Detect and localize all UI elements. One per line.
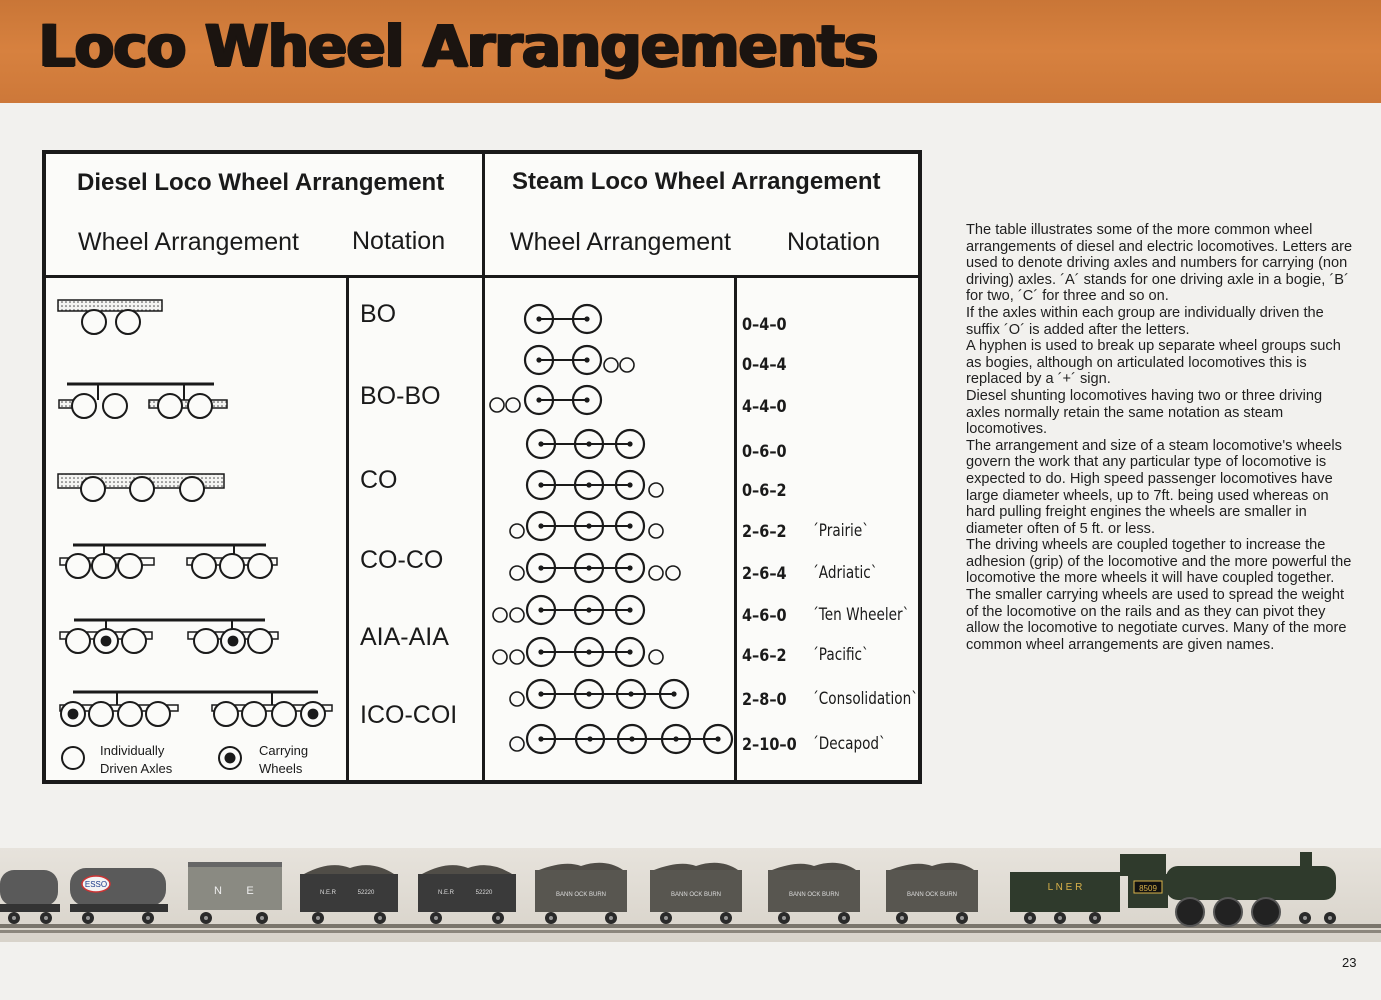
diesel-co-diagram [58, 474, 224, 501]
paragraph: If the axles within each group are individually driven the suffix ´O´ is added after the letters. [966, 304, 1324, 338]
svg-text:ESSO: ESSO [84, 880, 108, 889]
steam-notation: 4–6–2 [742, 646, 787, 666]
colliery-wagon [535, 863, 627, 924]
svg-text:52220: 52220 [475, 890, 493, 896]
paragraph: The table illustrates some of the more common wheel arrangements of diesel and electric locomotives. Letters are used to denote driving axles and numbers for carrying (non driving) axles. ´A´ stands for one driving axle in a bogie, ´B´ for two, ´C´ for three and so on. [966, 222, 1353, 305]
paragraph: A hyphen is used to break up separate wheel groups such as bogies, although on articulated locomotives this is replaced by a ´+´ sign. [966, 338, 1341, 388]
paragraph: The arrangement and size of a steam locomotive's wheels govern the work that any particular type of locomotive is expected to do. High speed passenger locomotives have large diameter wheels, up to 7ft. being used whereas on hard pulling freight engines the wheels are smaller in diameter often of 5 ft. or less. [966, 437, 1342, 537]
train-photo [0, 848, 1381, 942]
train-illustration [0, 848, 1381, 942]
legend-carrying-label: Carrying Wheels [259, 743, 309, 776]
diesel-notation: BO-BO [360, 382, 441, 410]
svg-text:L N E R: L N E R [1047, 882, 1083, 893]
svg-text:52220: 52220 [357, 890, 375, 896]
diesel-table-title: Diesel Loco Wheel Arrangement [77, 169, 445, 196]
diesel-notation: CO-CO [360, 546, 444, 574]
steam-diagram-row-10 [510, 725, 732, 753]
steam-diagram-row-2 [490, 386, 601, 414]
steam-diagram-row-3 [527, 430, 644, 458]
steam-notation: 0–4–0 [742, 315, 787, 335]
paragraph: Diesel shunting locomotives having two or three driving axles normally retain the same notation as steam locomotives. [966, 387, 1323, 438]
coal-wagon [418, 865, 516, 924]
steam-col-arrangement: Wheel Arrangement [510, 228, 731, 256]
steam-type-name: ´Prairie` [812, 521, 870, 541]
steam-diagram-row-9 [510, 680, 688, 708]
colliery-wagon [768, 863, 860, 924]
steam-notation: 2–6–2 [742, 522, 787, 542]
steam-notation: 0–6–2 [742, 481, 787, 501]
svg-text:N.E.R: N.E.R [437, 890, 455, 896]
steam-notation: 2–8–0 [742, 690, 787, 710]
svg-text:8509: 8509 [1139, 884, 1157, 893]
steam-notation: 0–6–0 [742, 442, 787, 462]
explanation-text [966, 222, 1356, 653]
esso-tank-wagon [70, 868, 168, 924]
svg-text:BANN OCK BURN: BANN OCK BURN [788, 892, 840, 898]
tank-wagon [0, 870, 60, 924]
diesel-bo-diagram [58, 300, 162, 334]
diesel-col-notation: Notation [352, 227, 446, 255]
steam-notation: 4–4–0 [742, 397, 787, 417]
diesel-diagrams [58, 300, 332, 726]
coal-wagon [300, 865, 398, 924]
brake-van [188, 862, 282, 924]
steam-notation: 4–6–0 [742, 606, 787, 626]
svg-text:N.E.R: N.E.R [319, 890, 337, 896]
steam-notation: 2–6–4 [742, 564, 787, 584]
colliery-wagon [886, 863, 978, 924]
steam-table-title: Steam Loco Wheel Arrangement [512, 168, 881, 195]
page-title: Loco Wheel Arrangements [38, 12, 877, 80]
svg-text:BANN OCK BURN: BANN OCK BURN [670, 892, 722, 898]
legend-driven-label: Individually Driven Axles [100, 743, 173, 776]
diesel-notation: CO [360, 466, 398, 494]
steam-diagram-row-7 [493, 596, 644, 624]
diesel-coco-diagram [60, 545, 277, 578]
steam-type-name: ´Decapod` [812, 734, 886, 754]
steam-diagram-row-5 [510, 512, 663, 540]
steam-locomotive [1010, 852, 1336, 926]
steam-diagrams [490, 305, 732, 753]
diesel-bobo-diagram [59, 384, 227, 418]
svg-text:BANN OCK BURN: BANN OCK BURN [555, 892, 607, 898]
diesel-icocoi-diagram [60, 692, 332, 726]
svg-text:N: N [214, 885, 222, 897]
steam-diagram-row-0 [525, 305, 601, 333]
steam-diagram-row-8 [493, 638, 663, 666]
steam-type-name: ´Adriatic` [812, 563, 878, 583]
steam-type-name: ´Consolidation` [812, 689, 919, 709]
driven-axle-icon [62, 747, 84, 769]
paragraph: The driving wheels are coupled together to increase the adhesion (grip) of the locomotive and the more powerful the locomotive the more wheels it will have coupled together. The smaller carrying wheels are used to spread the weight of the locomotive on the rails and as they can pivot they allow the locomotive to negotiate curves. Many of the more common wheel arrangements are given names. [966, 537, 1352, 653]
diesel-notation: BO [360, 300, 397, 328]
diesel-notation: ICO-COI [360, 701, 458, 729]
steam-notation: 2–10–0 [742, 735, 797, 755]
diesel-notation: AIA-AIA [360, 623, 449, 651]
steam-diagram-row-4 [527, 471, 663, 499]
diesel-col-arrangement: Wheel Arrangement [78, 228, 299, 256]
steam-type-name: ´Pacific` [812, 645, 869, 665]
steam-col-notation: Notation [787, 228, 881, 256]
steam-diagram-row-1 [525, 346, 634, 374]
page-number: 23 [1342, 955, 1357, 970]
steam-type-name: ´Ten Wheeler` [812, 605, 910, 625]
steam-diagram-row-6 [510, 554, 680, 582]
svg-text:BANN OCK BURN: BANN OCK BURN [906, 892, 958, 898]
svg-text:E: E [246, 885, 254, 897]
diesel-aiaaia-diagram [60, 620, 278, 653]
colliery-wagon [650, 863, 742, 924]
steam-notation: 0–4–4 [742, 355, 787, 375]
